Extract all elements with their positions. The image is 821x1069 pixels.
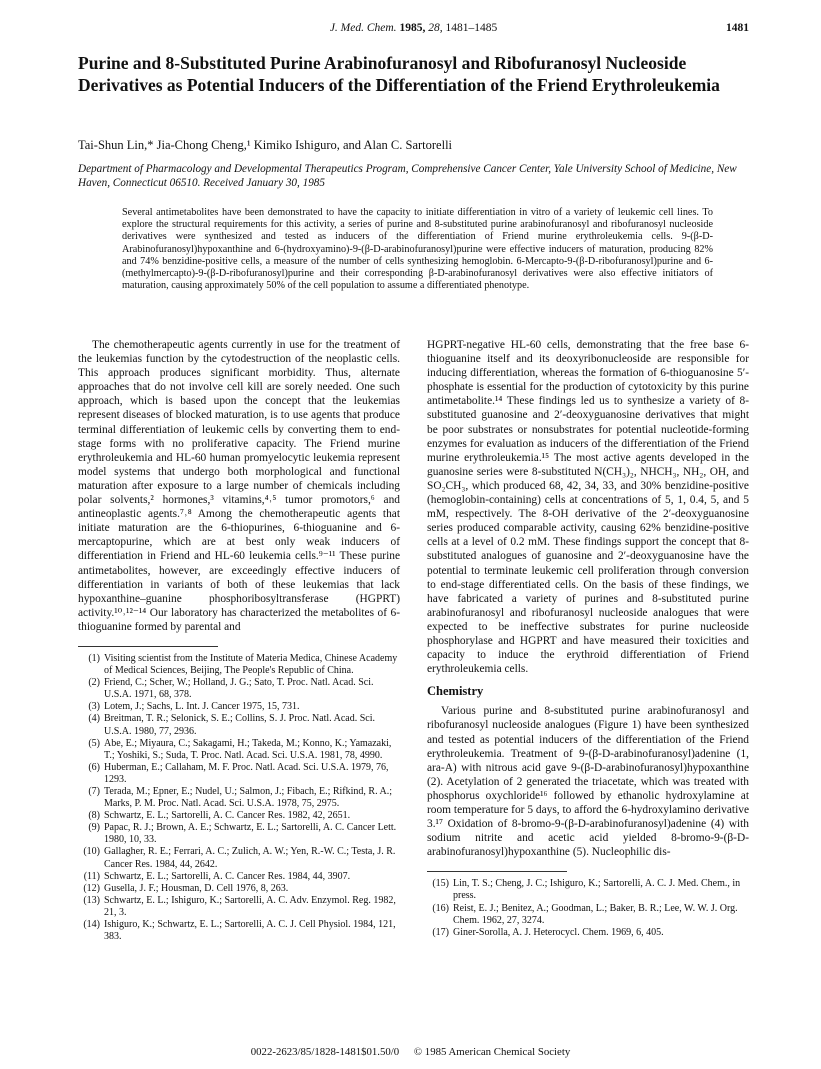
reference-number: (1) xyxy=(88,652,100,664)
reference-item xyxy=(78,738,400,762)
chemistry-paragraph: Various purine and 8-substituted purine arabinofuranosyl and ribofuranosyl nucleoside analogues (Figure 1) have been synthesized and tested as potential inducers of the differentiation of the Friend erythroleukemia. Treatment of 9-(β-D-arabinofuranosyl)adenine (1, ara-A) with nitrous acid gave 9-(β-D-arabinofuranosyl)hypoxanthine (2). Acetylation of 2 generated the triacetate, which was treated with phosphorus oxychloride¹⁶ followed by ethanolic hydroxylamine at room temperature for 5 days, to afford the 6-hydroxylamino derivative 3.¹⁷ Oxidation of 8-bromo-9-(β-D-arabinofuranosyl)adenine (4) with sodium nitrite and acetic acid yielded 8-bromo-9-(β-D-arabinofuranosyl)hypoxanthine (5). Nucleophilic dis- xyxy=(427,705,749,859)
journal-name: J. Med. Chem. xyxy=(329,22,397,34)
section-heading-chemistry: Chemistry xyxy=(427,684,484,699)
reference-number: (12) xyxy=(83,882,100,894)
journal-year: 1985, xyxy=(399,22,426,34)
footnote-rule xyxy=(427,871,567,872)
reference-number: (11) xyxy=(83,870,100,882)
journal-volume: 28, xyxy=(428,22,443,34)
reference-number: (16) xyxy=(432,902,449,914)
footnote-rule xyxy=(78,646,218,647)
reference-list-right xyxy=(427,878,749,938)
reference-item xyxy=(427,927,749,939)
intro-paragraph-continued: HGPRT-negative HL-60 cells, demonstrating that the free base 6-thioguanine itself and its deoxyribonucleoside are responsible for inducing differentiation, whereas the formation of 6-thioguanosine 5′-phosphate is essential for the production of cytotoxicity by this purine antimetabolite.¹⁴ These findings led us to synthesize a variety of 8-substituted guanosine and 2′-deoxyguanosine derivatives that might be poor substrates or nonsubstrates for potential nucleotide-forming enzymes for evaluation as inducers of the differentiation of the Friend murine erythroleukemia.¹⁵ The most active agents developed in the guanosine series were 8-substituted N(CH₃)₂, NHCH₃, NH₂, OH, and SO₂CH₃, which produced 68, 42, 34, 33, and 30% benzidine-positive (hemoglobin-containing) cells at concentrations of 5, 1, 0.4, 5, and 5 mM, respectively. The 8-OH derivative of the 2′-deoxyguanosine series produced comparable activity, causing 62% benzidine-positive cells at a level of 0.2 mM. These findings support the concept that 8-substituted analogues of guanosine and 2′-deoxyguanosine have the potential to terminate leukemic cell proliferation through conversion to end-stage differentiated cells. On the basis of these findings, we have fabricated a variety of purines and 8-substituted purine arabinofuranosyl and ribofuranosyl nucleoside analogues that were expected to be ineffective substrates for purine nucleoside phosphorylase and HGPRT and have measured their toxicities and capacity to induce the erythroid differentiation of Friend erythroleukemia cells. xyxy=(427,339,749,676)
reference-text: Breitman, T. R.; Selonick, S. E.; Collins, S. J. Proc. Natl. Acad. Sci. U.S.A. 1980, 77, 2936. xyxy=(104,713,376,737)
reference-item xyxy=(78,701,400,713)
reference-number: (3) xyxy=(88,701,100,713)
reference-number: (15) xyxy=(432,878,449,890)
reference-item xyxy=(78,822,400,846)
reference-text: Visiting scientist from the Institute of Materia Medica, Chinese Academy of Medical Sciences, Beijing, The People's Republic of China. xyxy=(104,652,398,677)
reference-item xyxy=(78,919,400,943)
reference-text: Lotem, J.; Sachs, L. Int. J. Cancer 1975, 15, 731. xyxy=(104,701,300,713)
intro-paragraph: The chemotherapeutic agents currently in use for the treatment of the leukemias function by the cytodestruction of the neoplastic cells. This approach produces significant morbidity. Thus, alternate approaches that do not involve cell kill are sorely needed. One such approach, which is based upon the concept that the leukemias represent diseases of blocked maturation, is to use agents that produce terminal differentiation of leukemic cells by converting them to end-stage forms with no proliferative capacity. The Friend murine erythroleukemia and HL-60 human promyelocytic leukemia represent model systems that undergo both morphological and functional maturation after exposure to a large number of chemicals including polar solvents,² hormones,³ vitamins,⁴˒⁵ tumor promotors,⁶ and antineoplastic agents.⁷˒⁸ Among the chemotherapeutic agents that initiate maturation are the 6-thiopurines, 6-thioguanine and 6-mercaptopurine, which are at best only weak inducers of differentiation in Friend and HL-60 leukemia cells.⁹⁻¹¹ These purine antimetabolites, however, are exceedingly effective inducers of differentiation in variants of both of these leukemias that lack hypoxanthine–guanine phosphoribosyltransferase (HGPRT) activity.¹⁰˒¹²⁻¹⁴ Our laboratory has characterized the metabolites of 6-thioguanine formed by parental and xyxy=(78,339,400,633)
author-list: Tai-Shun Lin,* Jia-Chong Cheng,¹ Kimiko Ishiguro, and Alan C. Sartorelli xyxy=(78,138,453,152)
right-column xyxy=(427,338,749,939)
article-title: Purine and 8-Substituted Purine Arabinofuranosyl and Ribofuranosyl Nucleoside Derivatives as Potential Inducers of the Differentiation of the Friend Erythroleukemia xyxy=(78,53,720,95)
affiliation: Department of Pharmacology and Developmental Therapeutics Program, Comprehensive Cancer Center, Yale University School of Medicine, New Haven, Connecticut 06510. Received January 30, 1985 xyxy=(78,163,737,189)
reference-number: (14) xyxy=(83,919,100,931)
reference-item xyxy=(78,846,400,870)
reference-item xyxy=(427,903,749,927)
reference-text: Reist, E. J.; Benitez, A.; Goodman, L.; Baker, B. R.; Lee, W. W. J. Org. Chem. 1962, 27, 3274. xyxy=(453,902,738,926)
reference-text: Terada, M.; Epner, E.; Nudel, U.; Salmon, J.; Fibach, E.; Rifkind, R. A.; Marks, P. M. Proc. Natl. Acad. Sci. U.S.A. 1978, 75, 2975. xyxy=(104,786,393,810)
reference-text: Gallagher, R. E.; Ferrari, A. C.; Zulich, A. W.; Yen, R.-W. C.; Testa, J. R. Cancer Res. 1984, 44, 2642. xyxy=(104,846,396,870)
reference-item xyxy=(78,786,400,810)
reference-number: (6) xyxy=(88,761,100,773)
reference-text: Huberman, E.; Callaham, M. F. Proc. Natl. Acad. Sci. U.S.A. 1979, 76, 1293. xyxy=(104,761,389,785)
journal-pages: 1481–1485 xyxy=(445,22,498,34)
reference-text: Ishiguro, K.; Schwartz, E. L.; Sartorelli, A. C. J. Cell Physiol. 1984, 121, 383. xyxy=(104,919,396,943)
reference-number: (4) xyxy=(88,713,100,725)
reference-number: (2) xyxy=(88,677,100,689)
reference-number: (8) xyxy=(88,810,100,822)
reference-text: Schwartz, E. L.; Ishiguro, K.; Sartorelli, A. C. Adv. Enzymol. Reg. 1982, 21, 3. xyxy=(104,894,396,918)
reference-number: (10) xyxy=(83,846,100,858)
copyright-notice: © 1985 American Chemical Society xyxy=(413,1046,571,1058)
page-footer xyxy=(0,1046,821,1058)
article-code: 0022-2623/85/1828-1481$01.50/0 xyxy=(250,1046,400,1058)
reference-number: (7) xyxy=(88,786,100,797)
reference-item xyxy=(78,677,400,701)
reference-list-left xyxy=(78,653,400,943)
reference-item xyxy=(78,810,400,822)
left-column xyxy=(78,338,400,943)
reference-item xyxy=(78,653,400,677)
reference-text: Giner-Sorolla, A. J. Heterocycl. Chem. 1969, 6, 405. xyxy=(453,926,664,938)
reference-item xyxy=(427,878,749,902)
reference-number: (5) xyxy=(88,737,100,749)
reference-text: Schwartz, E. L.; Sartorelli, A. C. Cancer Res. 1982, 42, 2651. xyxy=(104,810,351,822)
reference-item xyxy=(78,713,400,737)
reference-item xyxy=(78,762,400,786)
running-header xyxy=(78,22,749,38)
reference-text: Lin, T. S.; Cheng, J. C.; Ishiguro, K.; Sartorelli, A. C. J. Med. Chem., in press. xyxy=(453,878,741,902)
reference-item xyxy=(78,883,400,895)
reference-text: Abe, E.; Miyaura, C.; Sakagami, H.; Takeda, M.; Konno, K.; Yamazaki, T.; Yoshiki, S.; Suda, T. Proc. Natl. Acad. Sci. U.S.A. 1981, 78, 4990. xyxy=(104,737,392,761)
page-number: 1481 xyxy=(726,22,749,34)
reference-text: Friend, C.; Scher, W.; Holland, J. G.; Sato, T. Proc. Natl. Acad. Sci. U.S.A. 1971, 68, 378. xyxy=(104,677,374,701)
reference-number: (9) xyxy=(88,822,100,834)
reference-text: Gusella, J. F.; Housman, D. Cell 1976, 8, 263. xyxy=(104,882,289,894)
journal-citation xyxy=(78,22,749,34)
abstract: Several antimetabolites have been demonstrated to have the capacity to initiate differentiation in vitro of a variety of leukemic cell lines. To explore the structural requirements for this activity, a series of purine and 8-substituted purine arabinofuranosyl and ribofuranosyl nucleoside derivatives were synthesized and tested as inducers of the differentiation of Friend murine erythroleukemia cells. 9-(β-D-Arabinofuranosyl)hypoxanthine and 6-(hydroxyamino)-9-(β-D-arabinofuranosyl)purine were effective inducers of maturation, producing 82% and 74% benzidine-positive cells, a measure of the number of cells synthesizing hemoglobin. 6-Mercapto-9-(β-D-ribofuranosyl)purine and 6-(methylmercapto)-9-(β-D-ribofuranosyl)purine and their corresponding β-D-arabinofuranosyl derivatives were also effective initiators of maturation, causing approximately 50% of the cell population to assume a differentiated phenotype. xyxy=(122,207,713,292)
reference-text: Schwartz, E. L.; Sartorelli, A. C. Cancer Res. 1984, 44, 3907. xyxy=(104,870,351,882)
reference-number: (13) xyxy=(83,894,100,906)
reference-text: Papac, R. J.; Brown, A. E.; Schwartz, E. L.; Sartorelli, A. C. Cancer Lett. 1980, 10, 33. xyxy=(104,822,397,846)
reference-item xyxy=(78,871,400,883)
reference-number: (17) xyxy=(432,926,449,938)
reference-item xyxy=(78,895,400,919)
